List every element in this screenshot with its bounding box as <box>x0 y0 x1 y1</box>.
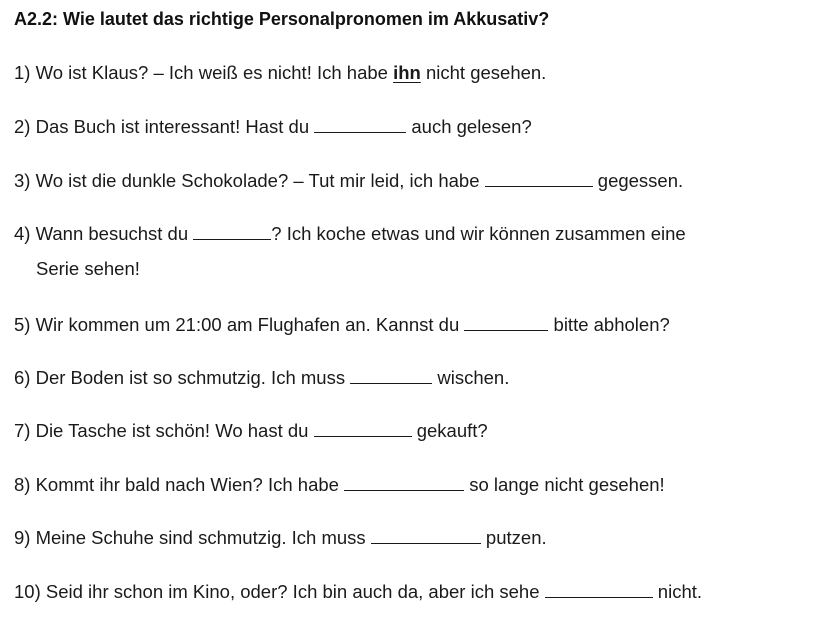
exercise-item-5 <box>14 312 670 337</box>
item-text-before: 3) Wo ist die dunkle Schokolade? – Tut mir leid, ich habe <box>14 170 485 191</box>
answer-blank[interactable] <box>344 472 464 491</box>
item-text-before: 5) Wir kommen um 21:00 am Flughafen an. Kannst du <box>14 314 465 335</box>
item-text-after: wischen. <box>432 367 510 388</box>
item-text-after: gegessen. <box>592 170 684 191</box>
answer-blank[interactable] <box>314 418 412 437</box>
item-text-after: nicht. <box>652 581 703 602</box>
exercise-title: A2.2: Wie lautet das richtige Personalpronomen im Akkusativ? <box>14 9 550 29</box>
answer-blank[interactable] <box>545 579 653 598</box>
answer-blank[interactable] <box>371 525 481 544</box>
item-text-before: 1) Wo ist Klaus? – Ich weiß es nicht! Ich habe <box>14 62 394 83</box>
answer-blank[interactable] <box>193 221 271 240</box>
exercise-item-7 <box>14 418 488 443</box>
example-answer: ihn <box>393 62 421 83</box>
answer-blank[interactable] <box>485 168 593 187</box>
item-text-after: putzen. <box>480 527 547 548</box>
item-text-before: 9) Meine Schuhe sind schmutzig. Ich muss <box>14 527 371 548</box>
item-text-before: 2) Das Buch ist interessant! Hast du <box>14 116 315 137</box>
answer-blank[interactable] <box>350 365 432 384</box>
answer-blank[interactable] <box>464 312 548 331</box>
exercise-item-1 <box>14 61 546 85</box>
item-text-before: 8) Kommt ihr bald nach Wien? Ich habe <box>14 474 345 495</box>
item-text-before: 10) Seid ihr schon im Kino, oder? Ich bin auch da, aber ich sehe <box>14 581 545 602</box>
answer-blank[interactable] <box>314 114 406 133</box>
exercise-item-9 <box>14 525 547 550</box>
item-text-before: 7) Die Tasche ist schön! Wo hast du <box>14 420 314 441</box>
item-text-after: gekauft? <box>411 420 488 441</box>
item-text-after: auch gelesen? <box>406 116 532 137</box>
item-text-after: so lange nicht gesehen! <box>464 474 665 495</box>
item-text-after: bitte abholen? <box>548 314 670 335</box>
exercise-item-4 <box>14 221 686 246</box>
exercise-item-6 <box>14 365 509 390</box>
exercise-item-10 <box>14 579 702 604</box>
exercise-item-4-continuation: Serie sehen! <box>36 258 140 279</box>
exercise-item-8 <box>14 472 665 497</box>
exercise-item-3 <box>14 168 683 193</box>
item-text-after: nicht gesehen. <box>420 62 547 83</box>
exercise-item-2 <box>14 114 532 139</box>
item-text-before: 4) Wann besuchst du <box>14 223 194 244</box>
item-text-before: 6) Der Boden ist so schmutzig. Ich muss <box>14 367 351 388</box>
item-text-after: ? Ich koche etwas und wir können zusammen eine <box>271 223 686 244</box>
